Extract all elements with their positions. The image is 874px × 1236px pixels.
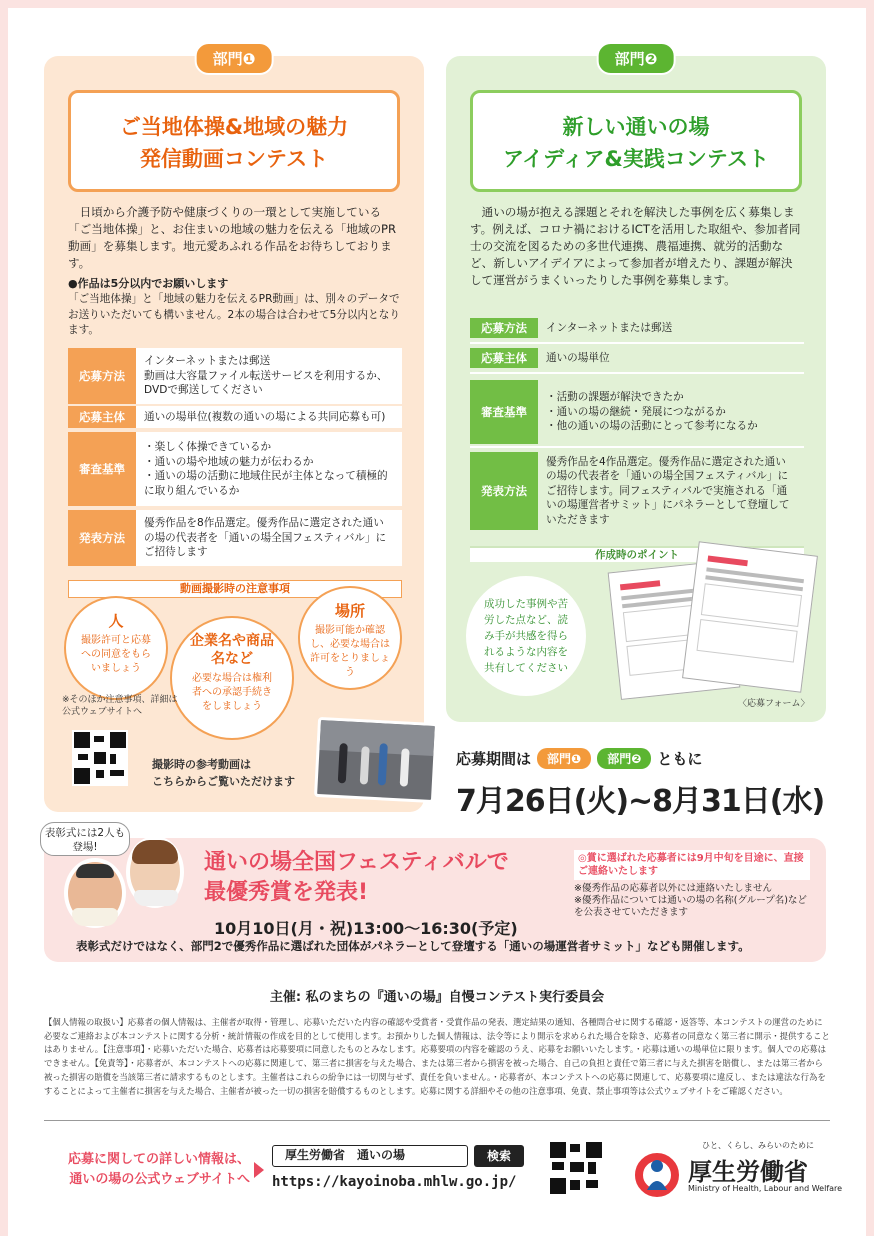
row-value [136,432,402,506]
search-button[interactable]: 検索 [474,1145,524,1167]
row-line: ・通いの場や地域の魅力が伝わるか [144,455,314,468]
festival-title [204,848,509,908]
reference-line1: 撮影時の参考動画は [152,758,251,771]
row-line: ・楽しく体操できているか [144,441,272,453]
row-value [136,510,402,566]
reference-text [152,756,295,790]
section1-title-line2: 発信動画コンテスト [139,147,329,171]
caution-people-body: 撮影許可と応募への同意をもらいましょう [81,635,151,674]
point-bubble: 成功した事例や苦労した点など、読み手が共感を得られるような内容を共有してください [466,576,586,696]
reference-line2: こちらからご覧いただけます [152,775,295,788]
presenter-female-avatar [126,836,184,908]
row-value [538,452,804,530]
festival-note: 表彰式だけではなく、部門2で優秀作品に選ばれた団体がパネラーとして登壇する「通いの場運営者サミット」なども開催します。 [76,939,750,953]
row-label: 発表方法 [470,452,538,530]
section2-row-entity [470,348,804,368]
row-line: ・他の通いの場の活動にとって参考になるか [546,420,758,433]
caution-other: ※そのほか注意事項、詳細は公式ウェブサイトへ [62,695,178,717]
row-label: 応募主体 [470,348,538,368]
reference-video-thumbnail[interactable] [314,717,438,803]
divider [470,342,804,344]
row-value [136,348,402,404]
caution-people-head: 人 [108,612,124,630]
caution-place [298,586,402,690]
section2-badge: 部門❷ [597,42,676,75]
festival-bubble: 表彰式には2人も登場! [40,822,130,856]
period-line [456,748,702,769]
period-label: 応募期間は [456,750,532,768]
caution-place-head: 場所 [334,602,365,620]
section2-intro: 通いの場が抱える課題とそれを解決した事例を広く募集します。例えば、コロナ禍におけるICTを活用した取組や、参加者同士の交流を図るための多世代連携、農福連携、就労的活動など、新しいアイデイアによって参加者が増えたり、課題が解決して運営がうまくいったりした事例を募集します。 [470,205,801,287]
section1-note-body: 「ご当地体操」と「地域の魅力を伝えるPR動画」は、別々のデータでお送りいただいても構いません。2本の場合は合わせて5分以内となります。 [68,293,400,336]
row-line: 通いの場単位 [546,351,610,364]
row-label: 発表方法 [68,510,136,566]
section1-row-announce [68,510,402,566]
mhlw-emblem-icon [632,1150,682,1200]
section1-note-head: ●作品は5分以内でお願いします [68,277,229,290]
row-line: ・活動の課題が解決できたか [546,391,684,404]
legal-text: 【個人情報の取扱い】応募者の個人情報は、主催者が取得・管理し、応募いただいた内容の確認や受賞者・受賞作品の発表、選定結果の通知、各種問合せに関する確認・返答等、本コンテストの運営のために必要なご連絡および本コンテストに関する分析・統計情報の作成を目的として使用します。お預かりした個人情報は、法令等により開示を求められた場合を除き、応募者の同意なく第三者に開示・提供することはありません。【注意事項】・応募いただいた場合、応募者は応募要項に同意したものとみなします。応募要項の内容を確認のうえ、応募をお願いいたします。・応募は通いの場単位に限ります。個人での応募はできません。【免責等】・応募者が、本コンテストへの応募に関連して、第三者に損害を与えた場合、または第三者から損害を被った場合、自己の負担と責任で第三者に与えた損害を賠償し、または第三者から被った損害の賠償を当該第三者に請求するものとします。主催者はこれらの紛争には一切関与せず、責任を負いません。・応募者が、本コンテストへの応募に関連して、応募要項に違反し、または違法な行為をすることによって主催者に損害を与えた場合、主催者が被った一切の損害を賠償するものとします。応募に関する詳細やその他の注意事項、免責、禁止事項等は公式ウェブサイトをご確認ください。 [44,1017,830,1096]
festival-notice-sub1: ※優秀作品の応募者以外には連絡いたしません [574,883,772,894]
row-label: 応募方法 [470,318,538,338]
divider [470,372,804,374]
caution-people [64,596,168,700]
caution-title: 動画撮影時の注意事項 [68,580,402,598]
point-title: 作成時のポイント [470,546,804,562]
period-tomoni: ともに [657,750,703,768]
mhlw-name: 厚生労働省 [688,1158,808,1186]
divider [470,446,804,448]
caution-company [170,616,294,740]
website-qr-code[interactable] [548,1140,604,1196]
section2-title-line1: 新しい通いの場 [562,115,710,139]
section2-title-line2: アイディア&実践コンテスト [503,147,769,171]
form-sheet-front [682,541,818,693]
festival-notice [574,850,810,924]
festival-date: 10月10日(月・祝)13:00〜16:30(予定) [214,919,518,938]
section2-row-method [470,318,804,338]
row-label: 応募方法 [68,348,136,404]
row-line: 動画は大容量ファイル転送サービスを利用するか、DVDで郵送してください [144,369,388,397]
row-label: 審査基準 [470,380,538,444]
section1-title-line1: ご当地体操&地域の魅力 [119,115,349,139]
section1-row-entity [68,406,402,428]
mhlw-tagline: ひと、くらし、みらいのために [702,1141,814,1150]
caution-place-body: 撮影可能か確認し、必要な場合は許可をとりましょう [310,625,390,678]
row-line: 優秀作品を8作品選定。優秀作品に選定された通いの場の代表者を「通いの場全国フェスティバル」にご招待します [144,517,387,559]
festival-notice-sub2: ※優秀作品については通いの場の名称(グループ名)などを公表させていただきます [574,895,807,918]
footer-info-line2: 通いの場の公式ウェブサイトへ [69,1172,250,1187]
period-dates: 7月26日(火)~8月31日(水) [456,784,825,819]
row-line: ・通いの場の継続・発展につながるか [546,405,726,418]
row-line: 優秀作品を4作品選定。優秀作品に選定された通いの場の代表者を「通いの場全国フェスティバル」にご招待します。同フェスティバルで実施される「通いの場運営者サミット」にパネラーとして登壇していただきます [546,455,790,526]
period-pill-2: 部門❷ [597,748,651,769]
period-pill-1: 部門❶ [537,748,591,769]
footer-info-line1: 応募に関しての詳しい情報は、 [67,1152,250,1167]
section2-title [470,90,802,192]
section2-row-announce [470,452,804,530]
caution-company-body: 必要な場合は権利者への承認手続きをしましょう [192,673,272,712]
reference-qr-code[interactable] [72,730,128,786]
section1-panel [44,50,424,812]
search-box[interactable]: 厚生労働省 通いの場 [272,1145,468,1167]
section1-row-method [68,348,402,404]
arrow-icon [254,1162,264,1178]
mhlw-english: Ministry of Health, Labour and Welfare [688,1184,843,1193]
section2-row-criteria [470,380,804,444]
festival-notice-main: ◎賞に選ばれた応募者には9月中旬を目途に、直接ご連絡いたします [574,850,810,880]
footer-info [50,1150,250,1190]
row-value [538,380,804,444]
row-value [538,318,804,338]
form-caption: 〈応募フォーム〉 [738,699,810,709]
section1-badge: 部門❶ [195,42,274,75]
row-value [136,406,402,428]
section2-panel [446,50,826,722]
section1-row-criteria [68,432,402,506]
row-line: インターネットまたは郵送 [546,321,673,334]
caution-company-head: 企業名や商品名など [190,633,274,667]
festival-title-line2: 最優秀賞を発表! [204,880,369,905]
divider [44,1120,830,1121]
row-line: インターネットまたは郵送 [144,355,271,368]
presenter-male-avatar [64,858,126,928]
organizer: 主催: 私のまちの『通いの場』自慢コンテスト実行委員会 [269,990,605,1005]
row-value [538,348,804,368]
row-label: 応募主体 [68,406,136,428]
section1-intro: 日頃から介護予防や健康づくりの一環として実施している「ご当地体操」と、お住まいの地域の魅力を伝える「地域のPR動画」を募集します。地元愛あふれる作品をお待ちしております。 [68,205,397,270]
row-line: 通いの場単位(複数の通いの場による共同応募も可) [144,410,386,423]
website-url-link[interactable]: https://kayoinoba.mhlw.go.jp/ [272,1174,517,1190]
row-line: ・通いの場の活動に地域住民が主体となって積極的に取り組んでいるか [144,470,388,497]
festival-title-line1: 通いの場全国フェスティバルで [204,850,509,875]
section1-title [68,90,400,192]
row-label: 審査基準 [68,432,136,506]
